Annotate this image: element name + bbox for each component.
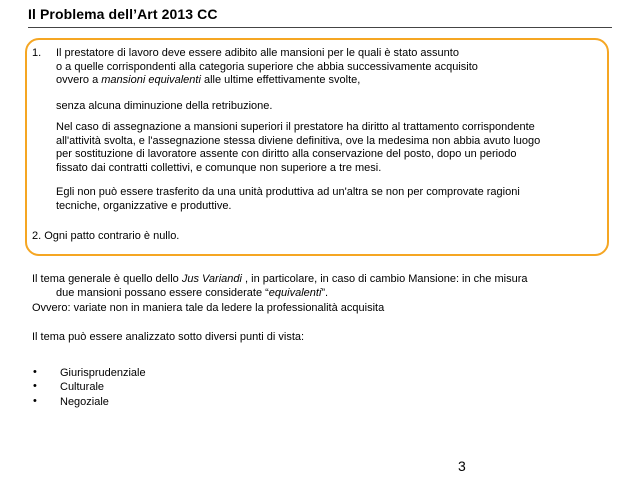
paragraph-line: per sostituzione di lavoratore assente con diritto alla conservazione del posto, dopo un periodo xyxy=(56,148,517,161)
list-item: Giurisprudenziale xyxy=(60,367,146,379)
paragraph-line: Il prestatore di lavoro deve essere adibito alle mansioni per le quali è stato assunto xyxy=(56,47,459,59)
theme-line-2: due mansioni possano essere considerate “equivalenti”. xyxy=(56,287,329,299)
emphasis-mansioni-equivalenti: mansioni equivalenti xyxy=(101,74,201,87)
list-item: Culturale xyxy=(60,381,105,393)
paragraph-line: Egli non può essere trasferito da una unità produttiva ad un'altra se non per comprovate ragioni xyxy=(56,186,520,198)
page-number: 3 xyxy=(458,458,466,474)
paragraph-line: ovvero a mansioni equivalenti alle ultime effettivamente svolte, xyxy=(56,74,361,87)
article-paragraph-2 xyxy=(56,100,606,114)
page-title: Il Problema dell’Art 2013 CC xyxy=(28,6,218,22)
article-paragraph-4 xyxy=(56,186,606,213)
paragraph-line: Nel caso di assegnazione a mansioni superiori il prestatore ha diritto al trattamento corrispondente xyxy=(56,121,535,133)
article-item-2: 2. Ogni patto contrario è nullo. xyxy=(32,230,180,242)
paragraph-line: o a quelle corrispondenti alla categoria superiore che abbia successivamente acquisito xyxy=(56,60,478,73)
paragraph-line: tecniche, organizzative e produttive. xyxy=(56,199,232,212)
paragraph-line: fissato dai contratti collettivi, e comunque non superiore a tre mesi. xyxy=(56,161,382,174)
bullet-icon: • xyxy=(33,380,37,392)
item-1-number: 1. xyxy=(32,47,42,59)
theme-line-1: Il tema generale è quello dello Jus Variandi , in particolare, in caso di cambio Mansione: in che misura xyxy=(32,273,528,285)
emphasis-equivalenti: equivalenti xyxy=(268,287,322,299)
analysis-line: Il tema può essere analizzato sotto diversi punti di vista: xyxy=(32,331,305,343)
article-paragraph-1 xyxy=(56,47,606,88)
list-item: Negoziale xyxy=(60,396,109,408)
ovvero-line: Ovvero: variate non in maniera tale da ledere la professionalità acquisita xyxy=(32,302,385,314)
paragraph-line: senza alcuna diminuzione della retribuzione. xyxy=(56,100,273,112)
title-divider xyxy=(28,27,612,28)
bullet-icon: • xyxy=(33,395,37,407)
paragraph-line: all'attività svolta, e l'assegnazione stessa diviene definitiva, ove la medesima non abbia avuto luogo xyxy=(56,134,541,147)
bullet-icon: • xyxy=(33,366,37,378)
article-paragraph-3 xyxy=(56,121,606,175)
emphasis-jus-variandi: Jus Variandi xyxy=(181,273,242,285)
